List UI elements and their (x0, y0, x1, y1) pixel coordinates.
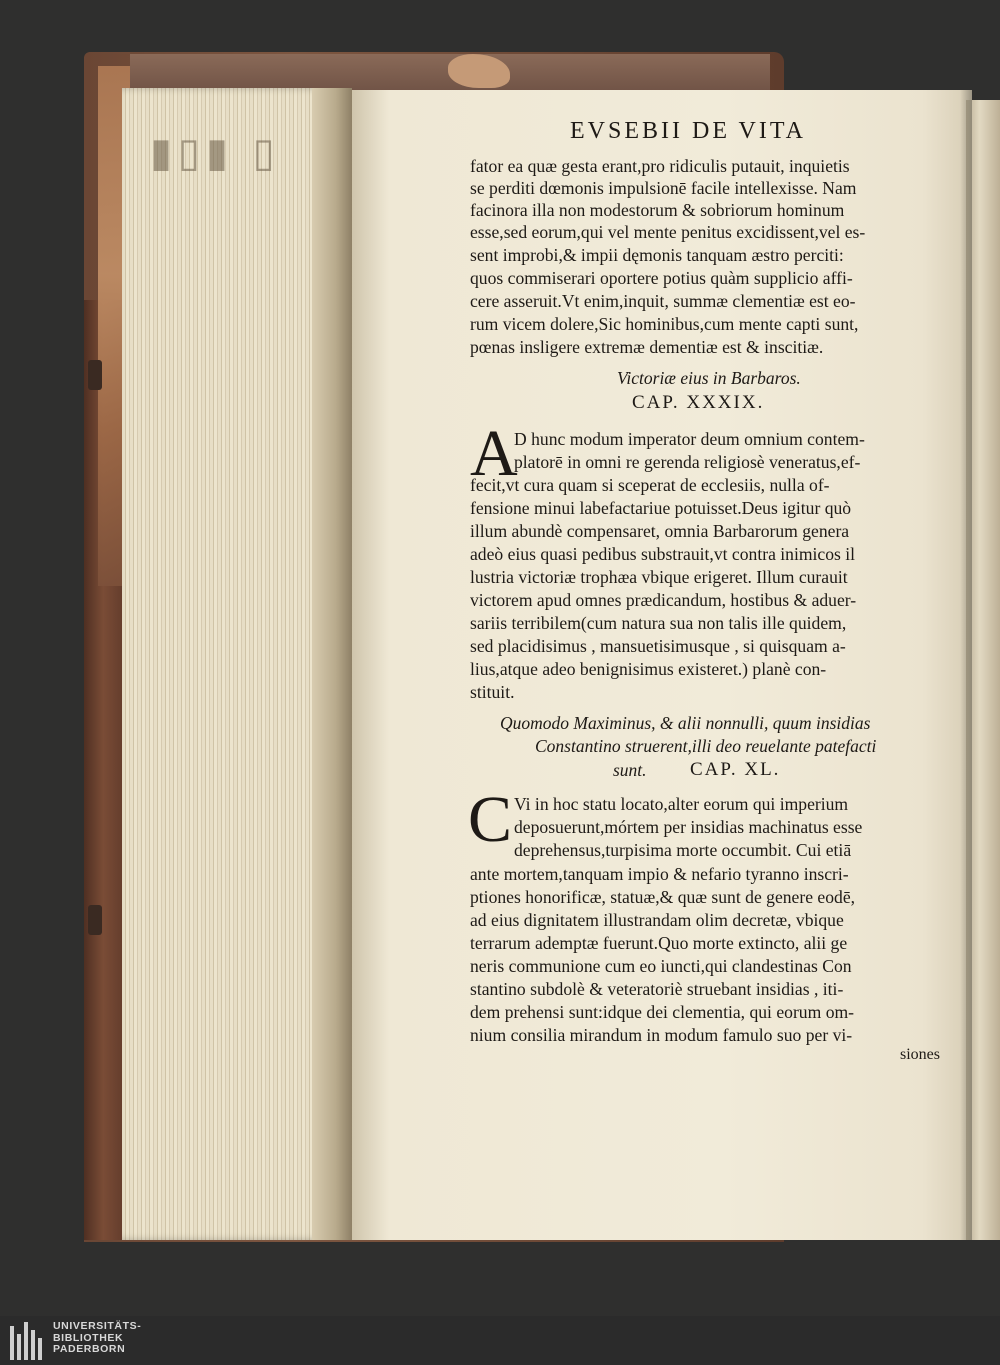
text-line: ptiones honorificæ, statuæ,& quæ sunt de genere eodē, (470, 887, 856, 907)
text-line: sent improbi,& impii dęmonis tanquam æstro perciti: (470, 245, 844, 265)
text-line: rum vicem dolere,Sic hominibus,cum mente capti sunt, (470, 314, 859, 334)
library-name-line: BIBLIOTHEK (53, 1331, 124, 1344)
text-line: D hunc modum imperator deum omnium contem- (514, 429, 865, 449)
text-line: adeò eius quasi pedibus substrauit,vt contra inimicos il (470, 544, 856, 564)
page-stack-edge (312, 88, 352, 1240)
text-line: Vi in hoc statu locato,alter eorum qui imperium (514, 794, 849, 814)
chapter-title: sunt. (613, 760, 647, 780)
text-line: ante mortem,tanquam impio & nefario tyranno inscri- (470, 864, 849, 884)
library-logo-icon (8, 1320, 48, 1360)
text-line: deprehensus,turpisima morte occumbit. Cui etiā (514, 840, 852, 860)
text-line: platorē in omni re gerenda religiosè veneratus,ef- (514, 452, 861, 472)
text-line: neris communione cum eo iuncti,qui clandestinas Con (470, 956, 852, 976)
footer-bar (0, 1316, 1000, 1365)
running-head: EVSEBII DE VITA (570, 118, 806, 144)
drop-cap: C (468, 783, 513, 856)
clasp-icon (88, 360, 102, 390)
text-line: sed placidisimus , mansuetisimusque , si quisquam a- (470, 636, 846, 656)
text-line: dem prehensi sunt:idque dei clementia, qui eorum om- (470, 1002, 855, 1022)
gutter-shadow (960, 90, 972, 1240)
text-line: ad eius dignitatem illustrandam olim decretæ, vbique (470, 910, 844, 930)
text-line: lustria victoriæ trophæa vbique erigeret. Illum curauit (470, 567, 848, 587)
catchword: siones (900, 1046, 940, 1063)
text-line: cere asseruit.Vt enim,inquit, summæ clementiæ est eo- (470, 291, 856, 311)
text-line: facinora illa non modestorum & sobriorum hominum (470, 200, 845, 220)
text-line: stituit. (470, 682, 515, 702)
text-line: stantino subdolè & veteratoriè struebant insidias , iti- (470, 979, 844, 999)
text-line: esse,sed eorum,qui vel mente penitus excidissent,vel es- (470, 222, 866, 242)
drop-cap: A (470, 417, 518, 490)
library-name (53, 1321, 141, 1356)
text-line: fator ea quæ gesta erant,pro ridiculis putauit, inquietis (470, 156, 850, 176)
library-name-line: PADERBORN (53, 1343, 126, 1355)
chapter-title: Quomodo Maximinus, & alii nonnulli, quum insidias (500, 713, 871, 733)
chapter-number: CAP. XL. (690, 759, 781, 780)
text-line: nium consilia mirandum in modum famulo suo per vi- (470, 1025, 853, 1045)
library-name-line: UNIVERSITÄTS- (53, 1320, 142, 1332)
text-line: illum abundè compensaret, omnia Barbarorum genera (470, 521, 850, 541)
edge-marks: ▮▯▮ ▯ (150, 130, 281, 176)
text-line: se perditi dœmonis impulsionē facile intellexisse. Nam (470, 178, 857, 198)
text-line: fensione minui labefactariue potuisset.Deus igitur quò (470, 498, 852, 518)
text-line: deposuerunt,mórtem per insidias machinatus esse (514, 817, 863, 837)
text-line: fecit,vt cura quam si sceperat de ecclesiis, nulla of- (470, 475, 830, 495)
text-line: terrarum ademptæ fuerunt.Quo morte extincto, alii ge (470, 933, 848, 953)
text-line: sariis terribilem(cum natura sua non talis ille quidem, (470, 613, 847, 633)
chapter-number: CAP. XXXIX. (632, 392, 765, 413)
text-line: quos commiserari oportere potius quàm supplicio affi- (470, 268, 853, 288)
text-line: lius,atque adeo benignisimus existeret.) planè con- (470, 659, 827, 679)
chapter-title: Constantino struerent,illi deo reuelante patefacti (535, 736, 877, 756)
text-line: victorem apud omnes prædicandum, hostibus & aduer- (470, 590, 857, 610)
clasp-icon (88, 905, 102, 935)
chapter-title: Victoriæ eius in Barbaros. (617, 368, 801, 388)
text-line: pœnas insligere extremæ dementiæ est & inscitiæ. (470, 337, 824, 357)
